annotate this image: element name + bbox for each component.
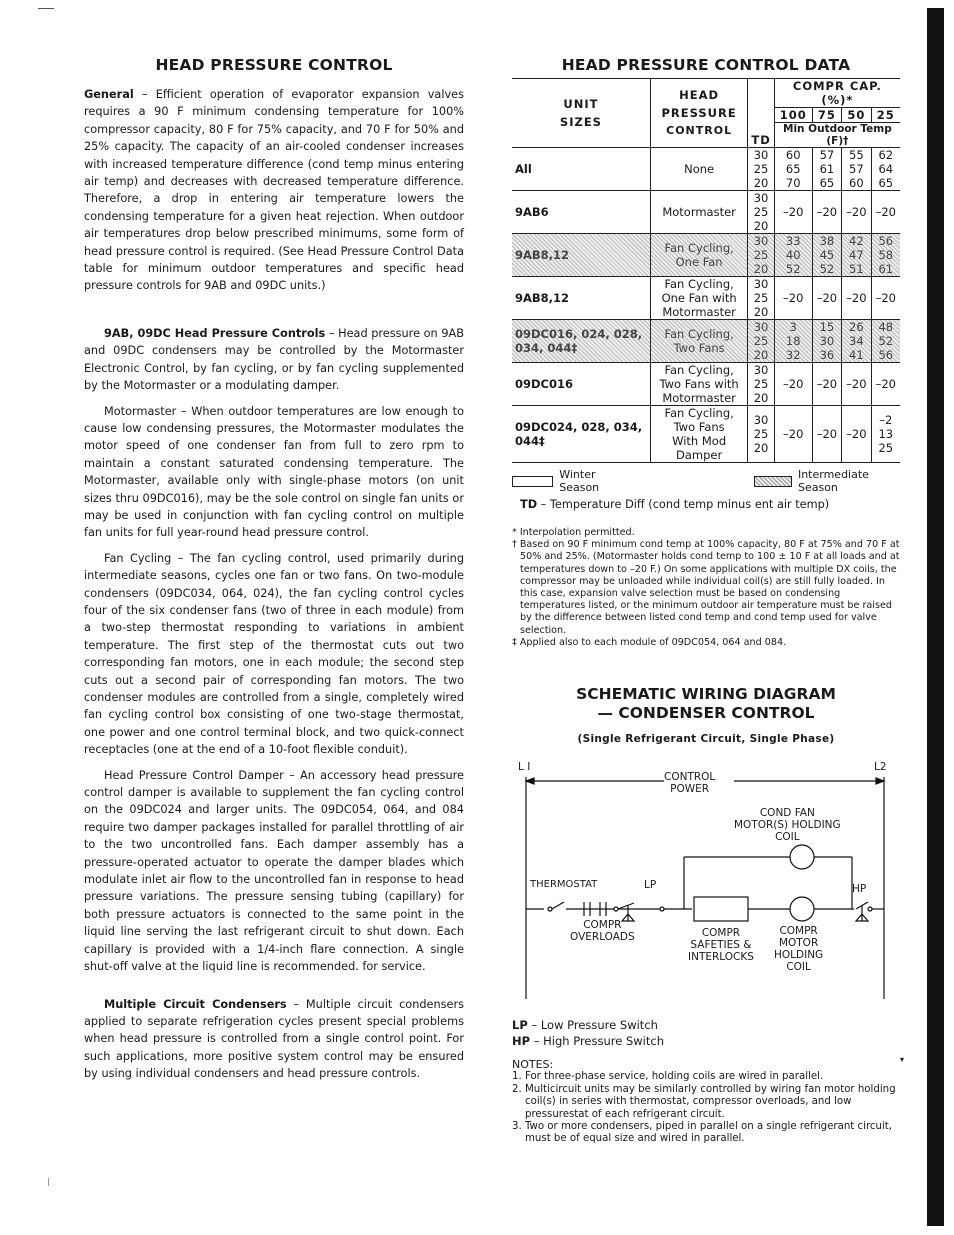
cap-cell: 3 18 32 <box>774 320 812 363</box>
footnote-applied: ‡ Applied also to each module of 09DC054, 064 and 084. <box>512 636 787 648</box>
page-edge-bar <box>927 8 944 1226</box>
table-row <box>512 148 900 191</box>
cap-cell: –20 <box>842 363 871 406</box>
td-definition: TD – Temperature Diff (cond temp minus ent air temp) <box>520 498 830 511</box>
cap-cell: 62 64 65 <box>871 148 900 191</box>
cap-cell: –20 <box>812 277 841 320</box>
intermediate-label: Intermediate Season <box>797 468 869 494</box>
cap-cell: 48 52 56 <box>871 320 900 363</box>
note-1: 1. For three-phase service, holding coils are wired in parallel. <box>512 1071 824 1083</box>
multiple-circuit-paragraph: Multiple Circuit Condensers – Multiple circuit condensers applied to separate refrigeration cycles present special problems when head pressure is controlled from a single control point. For such applications, more positive system control may be ensured by using individual condensers and head pressure controls. <box>84 997 464 1081</box>
schematic-title: SCHEMATIC WIRING DIAGRAM — CONDENSER CONTROL <box>576 685 836 723</box>
cap-cell: –20 <box>812 363 841 406</box>
td-cell: 30 25 20 <box>748 406 774 463</box>
cap-cell: 33 40 52 <box>774 234 812 277</box>
compr-safeties-label: COMPR SAFETIES & INTERLOCKS <box>688 927 754 964</box>
table-row <box>512 234 900 277</box>
general-paragraph: General – Efficient operation of evaporator expansion valves requires a 90 F minimum condensing temperature for 100% compressor capacity, 80 F for 75% capacity, and 70 F for 50% and 25% capacity. The capacity of an air-cooled condenser increases with increased temperature difference (cond temp minus entering air temp) and decreases with decreased temperature difference. Therefore, a drop in entering air temperature lowers the condensing temperature for a given heat rejection. When outdoor air temperatures drop below prescribed minimums, some form of head pressure control is required. (See Head Pressure Control Data table for minimum outdoor temperatures and specific head pressure controls for 9AB and 09DC units.) <box>84 88 464 293</box>
compr-motor-label: COMPR MOTOR HOLDING COIL <box>774 925 824 974</box>
unit-size-cell: 09DC024, 028, 034, 044‡ <box>512 406 650 463</box>
cap-75-header: 75 <box>812 108 841 123</box>
unit-size-cell: 09DC016, 024, 028, 034, 044‡ <box>512 320 650 363</box>
intermediate-swatch <box>754 476 792 487</box>
hp-legend: HP – High Pressure Switch <box>512 1034 664 1049</box>
lp-legend: LP – Low Pressure Switch <box>512 1018 658 1033</box>
head-pressure-control-title: HEAD PRESSURE CONTROL <box>155 56 393 74</box>
cap-cell: –20 <box>812 406 841 463</box>
notes-header: NOTES: <box>512 1058 554 1072</box>
schematic-subtitle: (Single Refrigerant Circuit, Single Phase) <box>577 733 835 746</box>
cap-cell: –20 <box>842 277 871 320</box>
td-header: TD <box>748 79 774 148</box>
footnote-based-on: † Based on 90 F minimum cond temp at 100% capacity, 80 F at 75% and 70 F at 50% and 25%. (Motormaster holds cond temp to 100 ± 10 F at all loads and at temperatures down to –20 F.) On some applications with multiple DX coils, the compressor may be unloaded while individual coil(s) are still fully loaded. In this case, expansion valve selection must be based on condensing temperatures listed, or the minimum outdoor air temperature must be raised by the difference between listed cond temp and cond temp used for valve selection. <box>512 539 900 636</box>
lp-diagram-label: LP <box>644 879 657 892</box>
cap-cell: –20 <box>812 191 841 234</box>
cap-100-header: 100 <box>774 108 812 123</box>
control-cell: Fan Cycling, Two Fans with Motormaster <box>650 363 747 406</box>
footnote-interpolation: * Interpolation permitted. <box>512 527 635 538</box>
left-column <box>84 56 464 1083</box>
cap-cell: 15 30 36 <box>812 320 841 363</box>
table-row <box>512 406 900 463</box>
top-rule <box>38 8 54 9</box>
cap-cell: –20 <box>871 191 900 234</box>
table-row <box>512 320 900 363</box>
head-pressure-table <box>512 78 900 463</box>
cap-cell: 55 57 60 <box>842 148 871 191</box>
wiring-diagram <box>512 759 902 1009</box>
head-pressure-header: HEAD PRESSURE CONTROL <box>650 79 747 148</box>
unit-size-cell: 09DC016 <box>512 363 650 406</box>
td-cell: 30 25 20 <box>748 363 774 406</box>
right-column <box>512 56 900 1146</box>
cap-50-header: 50 <box>842 108 871 123</box>
table-title: HEAD PRESSURE CONTROL DATA <box>561 56 851 74</box>
cap-cell: –2 13 25 <box>871 406 900 463</box>
cap-25-header: 25 <box>871 108 900 123</box>
cap-cell: –20 <box>774 191 812 234</box>
damper-paragraph: Head Pressure Control Damper – An accessory head pressure control damper is available to supplement the fan cycling control on the 09DC024 and larger units. The 09DC054, 064, and 084 require two damper packages installed for parallel throttling of air to the two uncontrolled fans. Each damper assembly has a pressure-operated actuator to operate the damper blades which modulate inlet air flow to the uncontrolled fan in response to head pressure variations. The pressure sensing tubing (capillary) for both pressure actuators is connected to the same point in the liquid line serving the last refrigerant circuit to shut down. Each capillary is provided with a 1/4-inch flare connection. A single shut-off valve at the liquid line is recommended. for service. <box>84 768 464 974</box>
control-cell: Fan Cycling, Two Fans <box>650 320 747 363</box>
motormaster-paragraph: Motormaster – When outdoor temperatures are low enough to cause low condensing pressures, the Motormaster modulates the motor speed of one condenser fan from full to zero rpm to maintain a constant saturated condensing temperature. The Motormaster, available only with single-phase motors (on unit sizes thru 09DC016), may be the sole control on single fan units or may be used in conjunction with fan cycling control on multiple fan units for full year-round head pressure control. <box>84 404 464 540</box>
stray-mark: ▾ <box>900 1055 905 1064</box>
cap-cell: –20 <box>871 363 900 406</box>
l1-label: L I <box>518 761 531 774</box>
table-row <box>512 363 900 406</box>
cap-cell: –20 <box>774 277 812 320</box>
cap-cell: 56 58 61 <box>871 234 900 277</box>
thermostat-label: THERMOSTAT <box>530 879 598 891</box>
cap-cell: 26 34 41 <box>842 320 871 363</box>
td-cell: 30 25 20 <box>748 277 774 320</box>
control-power-label: CONTROL POWER <box>664 771 716 796</box>
compr-overloads-label: COMPR OVERLOADS <box>570 919 635 944</box>
unit-size-cell: 9AB8,12 <box>512 234 650 277</box>
margin-tick <box>48 1178 49 1186</box>
compr-cap-header: COMPR CAP. (%)* <box>774 79 900 108</box>
control-cell: Fan Cycling, Two Fans With Mod Damper <box>650 406 747 463</box>
min-outdoor-temp-header: Min Outdoor Temp (F)† <box>774 123 900 148</box>
fan-cycling-paragraph: Fan Cycling – The fan cycling control, used primarily during intermediate seasons, cycles one fan or two fans. On two-module condensers (09DC034, 064, 024), the fan cycling control cycles four of the six condenser fans (two of three in each module) from a two-step thermostat responding to variations in ambient temperature. The first step of the thermostat cuts out two corresponding fan motors, one in each module; the second step cuts out a second pair of corresponding fan motors. The two condenser modules are controlled from a single, completely wired fan cycling control box consisting of one two-stage thermostat, one power and one control terminal block, and two quick-connect receptacles (one at the end of a 10-foot flexible conduit). <box>84 551 464 757</box>
cap-cell: –20 <box>842 191 871 234</box>
td-cell: 30 25 20 <box>748 148 774 191</box>
table-row <box>512 277 900 320</box>
td-cell: 30 25 20 <box>748 191 774 234</box>
unit-size-cell: All <box>512 148 650 191</box>
note-2: 2. Multicircuit units may be similarly controlled by wiring fan motor holding coil(s) in series with thermostat, compressor overloads, and low pressurestat of each refrigerant circuit. <box>512 1083 896 1120</box>
cap-cell: 57 61 65 <box>812 148 841 191</box>
control-cell: Fan Cycling, One Fan <box>650 234 747 277</box>
cap-cell: 60 65 70 <box>774 148 812 191</box>
winter-swatch <box>512 476 553 487</box>
control-cell: None <box>650 148 747 191</box>
cap-cell: –20 <box>871 277 900 320</box>
cond-fan-label: COND FAN MOTOR(S) HOLDING COIL <box>734 807 841 844</box>
l2-label: L2 <box>874 761 887 774</box>
control-cell: Fan Cycling, One Fan with Motormaster <box>650 277 747 320</box>
unit-size-cell: 9AB8,12 <box>512 277 650 320</box>
td-cell: 30 25 20 <box>748 234 774 277</box>
season-legend <box>512 468 900 494</box>
note-3: 3. Two or more condensers, piped in parallel on a single refrigerant circuit, must be of equal size and wired in parallel. <box>512 1121 893 1145</box>
cap-cell: –20 <box>842 406 871 463</box>
cap-cell: 38 45 52 <box>812 234 841 277</box>
td-cell: 30 25 20 <box>748 320 774 363</box>
cap-cell: 42 47 51 <box>842 234 871 277</box>
cap-cell: –20 <box>774 363 812 406</box>
unit-sizes-header: UNIT SIZES <box>512 79 650 148</box>
schematic-notes <box>512 1059 900 1146</box>
ab-controls-paragraph: 9AB, 09DC Head Pressure Controls – Head pressure on 9AB and 09DC condensers may be controlled by the Motormaster Electronic Control, by fan cycling, or by fan cycling supplemented by the Motormaster or a modulating damper. <box>84 326 464 393</box>
cap-cell: –20 <box>774 406 812 463</box>
table-row <box>512 191 900 234</box>
table-footnotes <box>512 527 900 649</box>
unit-size-cell: 9AB6 <box>512 191 650 234</box>
control-cell: Motormaster <box>650 191 747 234</box>
hp-diagram-label: HP <box>852 883 867 896</box>
switch-legend <box>512 1017 900 1049</box>
winter-label: Winter Season <box>559 468 600 494</box>
